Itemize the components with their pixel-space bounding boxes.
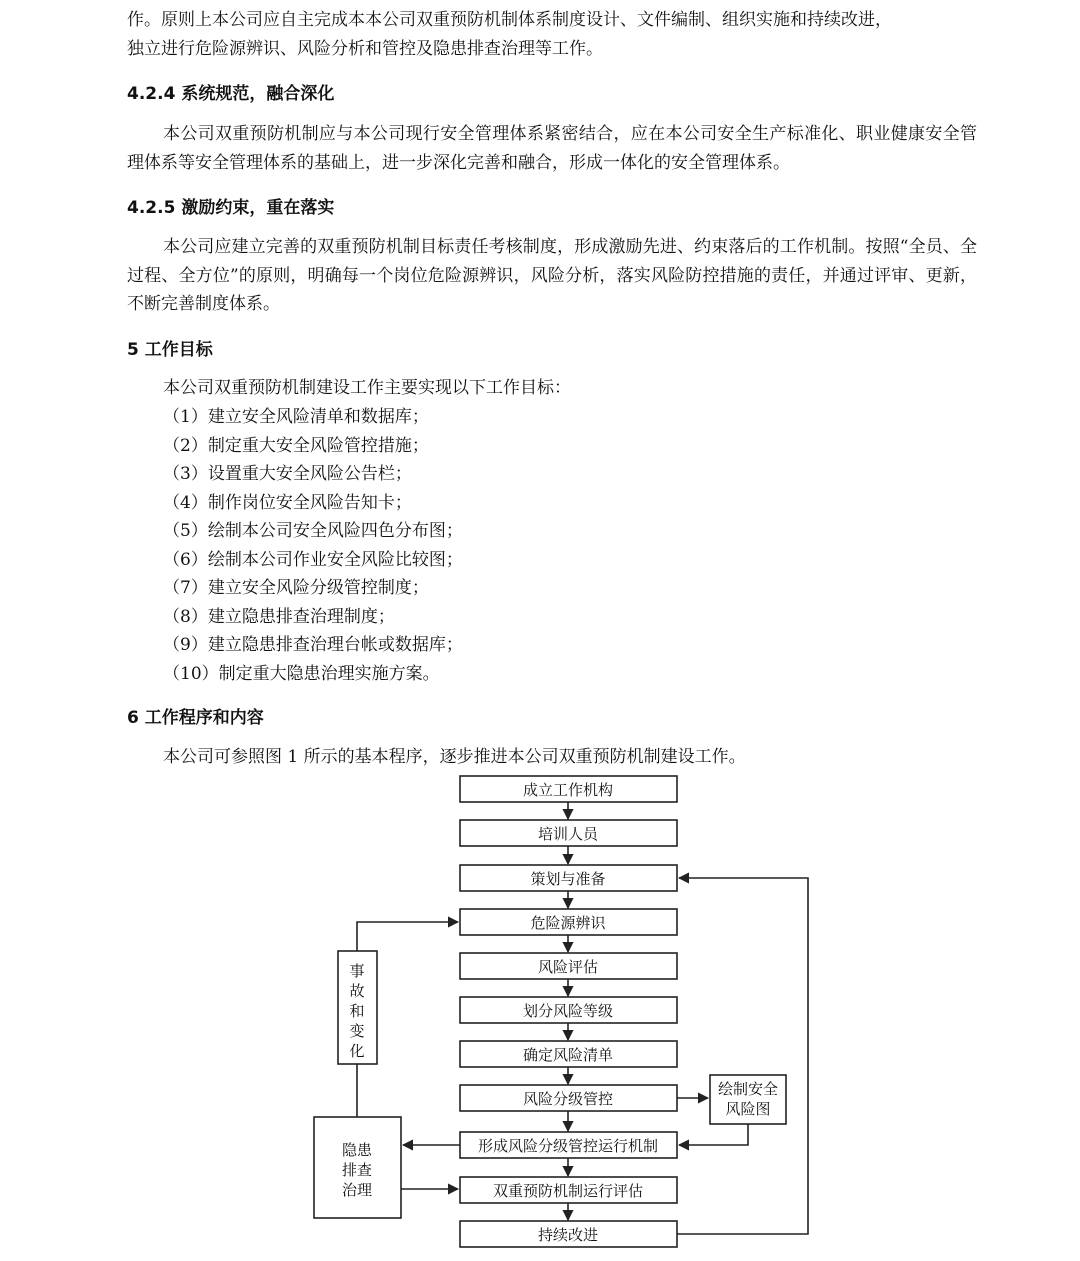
step-box-10 bbox=[460, 1177, 677, 1203]
list-item: （6）绘制本公司作业安全风险比较图； bbox=[163, 549, 463, 570]
step-label: 双重预防机制运行评估 bbox=[492, 1182, 644, 1200]
step-label: 确定风险清单 bbox=[522, 1046, 614, 1064]
step-box-5 bbox=[460, 953, 677, 979]
step-label: 培训人员 bbox=[537, 825, 599, 843]
step-box-8 bbox=[460, 1085, 677, 1111]
intro-line-1: 作。原则上本公司应自主完成本本公司双重预防机制体系制度设计、文件编制、组织实施和持续改进， bbox=[127, 10, 892, 30]
hazard-line: 排查 bbox=[341, 1161, 373, 1179]
section-4-2-4-heading: 4.2.4 系统规范，融合深化 bbox=[127, 84, 335, 104]
list-item: （10）制定重大隐患治理实施方案。 bbox=[163, 663, 440, 684]
step-label: 成立工作机构 bbox=[522, 781, 614, 799]
accident-char: 事 bbox=[349, 962, 365, 980]
accident-to-hazard-id-arrow bbox=[357, 922, 458, 951]
intro-line-2: 独立进行危险源辨识、风险分析和管控及隐患排查治理等工作。 bbox=[127, 39, 603, 59]
section-6-text: 本公司可参照图 1 所示的基本程序，逐步推进本公司双重预防机制建设工作。 bbox=[163, 747, 746, 767]
accident-char: 化 bbox=[349, 1042, 365, 1060]
hazard-line: 治理 bbox=[341, 1181, 373, 1199]
list-item: （1）建立安全风险清单和数据库； bbox=[163, 407, 429, 427]
step-label: 划分风险等级 bbox=[522, 1002, 614, 1020]
step-box-1 bbox=[460, 776, 677, 802]
step-box-3 bbox=[460, 865, 677, 891]
section-4-2-4-text: 本公司双重预防机制应与本公司现行安全管理体系紧密结合，应在本公司安全生产标准化、职业健康安全管理体系等安全管理体系的基础上，进一步深化完善和融合，形成一体化的安全管理体系。 bbox=[127, 124, 977, 173]
accident-char: 故 bbox=[349, 982, 365, 1000]
hazard-line: 隐患 bbox=[341, 1141, 373, 1159]
step-box-4 bbox=[460, 909, 677, 935]
accident-change-box bbox=[338, 951, 377, 1064]
list-item: （9）建立隐患排查治理台帐或数据库； bbox=[163, 635, 463, 655]
list-item: （8）建立隐患排查治理制度； bbox=[163, 606, 395, 627]
accident-char: 和 bbox=[349, 1002, 365, 1020]
step-label: 风险分级管控 bbox=[522, 1090, 614, 1108]
step-box-6 bbox=[460, 997, 677, 1023]
section-6-heading: 6 工作程序和内容 bbox=[127, 708, 264, 728]
step-label: 形成风险分级管控运行机制 bbox=[477, 1137, 659, 1155]
step-label: 风险评估 bbox=[537, 958, 599, 976]
hazard-investigation-box bbox=[314, 1117, 401, 1218]
section-5-heading: 5 工作目标 bbox=[127, 340, 213, 360]
risk-map-to-mechanism-arrow bbox=[679, 1124, 748, 1145]
accident-char: 变 bbox=[349, 1022, 365, 1040]
step-box-9 bbox=[460, 1132, 677, 1158]
step-label: 危险源辨识 bbox=[530, 914, 606, 932]
step-box-2 bbox=[460, 820, 677, 846]
list-item: （5）绘制本公司安全风险四色分布图； bbox=[163, 521, 463, 541]
risk-map-line: 绘制安全 bbox=[717, 1080, 779, 1098]
step-box-7 bbox=[460, 1041, 677, 1067]
step-label: 策划与准备 bbox=[530, 870, 606, 888]
section-4-2-5-heading: 4.2.5 激励约束，重在落实 bbox=[127, 198, 335, 218]
list-item: （2）制定重大安全风险管控措施； bbox=[163, 435, 429, 456]
feedback-loop-arrow bbox=[677, 878, 808, 1234]
list-item: （3）设置重大安全风险公告栏； bbox=[163, 464, 412, 484]
risk-map-box bbox=[710, 1075, 786, 1124]
list-item: （4）制作岗位安全风险告知卡； bbox=[163, 492, 412, 513]
risk-map-line: 风险图 bbox=[725, 1100, 771, 1118]
step-label: 持续改进 bbox=[537, 1226, 599, 1244]
list-item: （7）建立安全风险分级管控制度； bbox=[163, 578, 429, 598]
step-box-11 bbox=[460, 1221, 677, 1247]
section-5-intro: 本公司双重预防机制建设工作主要实现以下工作目标： bbox=[163, 378, 571, 398]
section-4-2-5-text: 本公司应建立完善的双重预防机制目标责任考核制度，形成激励先进、约束落后的工作机制。按照“全员、全过程、全方位”的原则，明确每一个岗位危险源辨识，风险分析，落实风险防控措施的责任，并通过评审、更新，不断完善制度体系。 bbox=[127, 237, 977, 314]
